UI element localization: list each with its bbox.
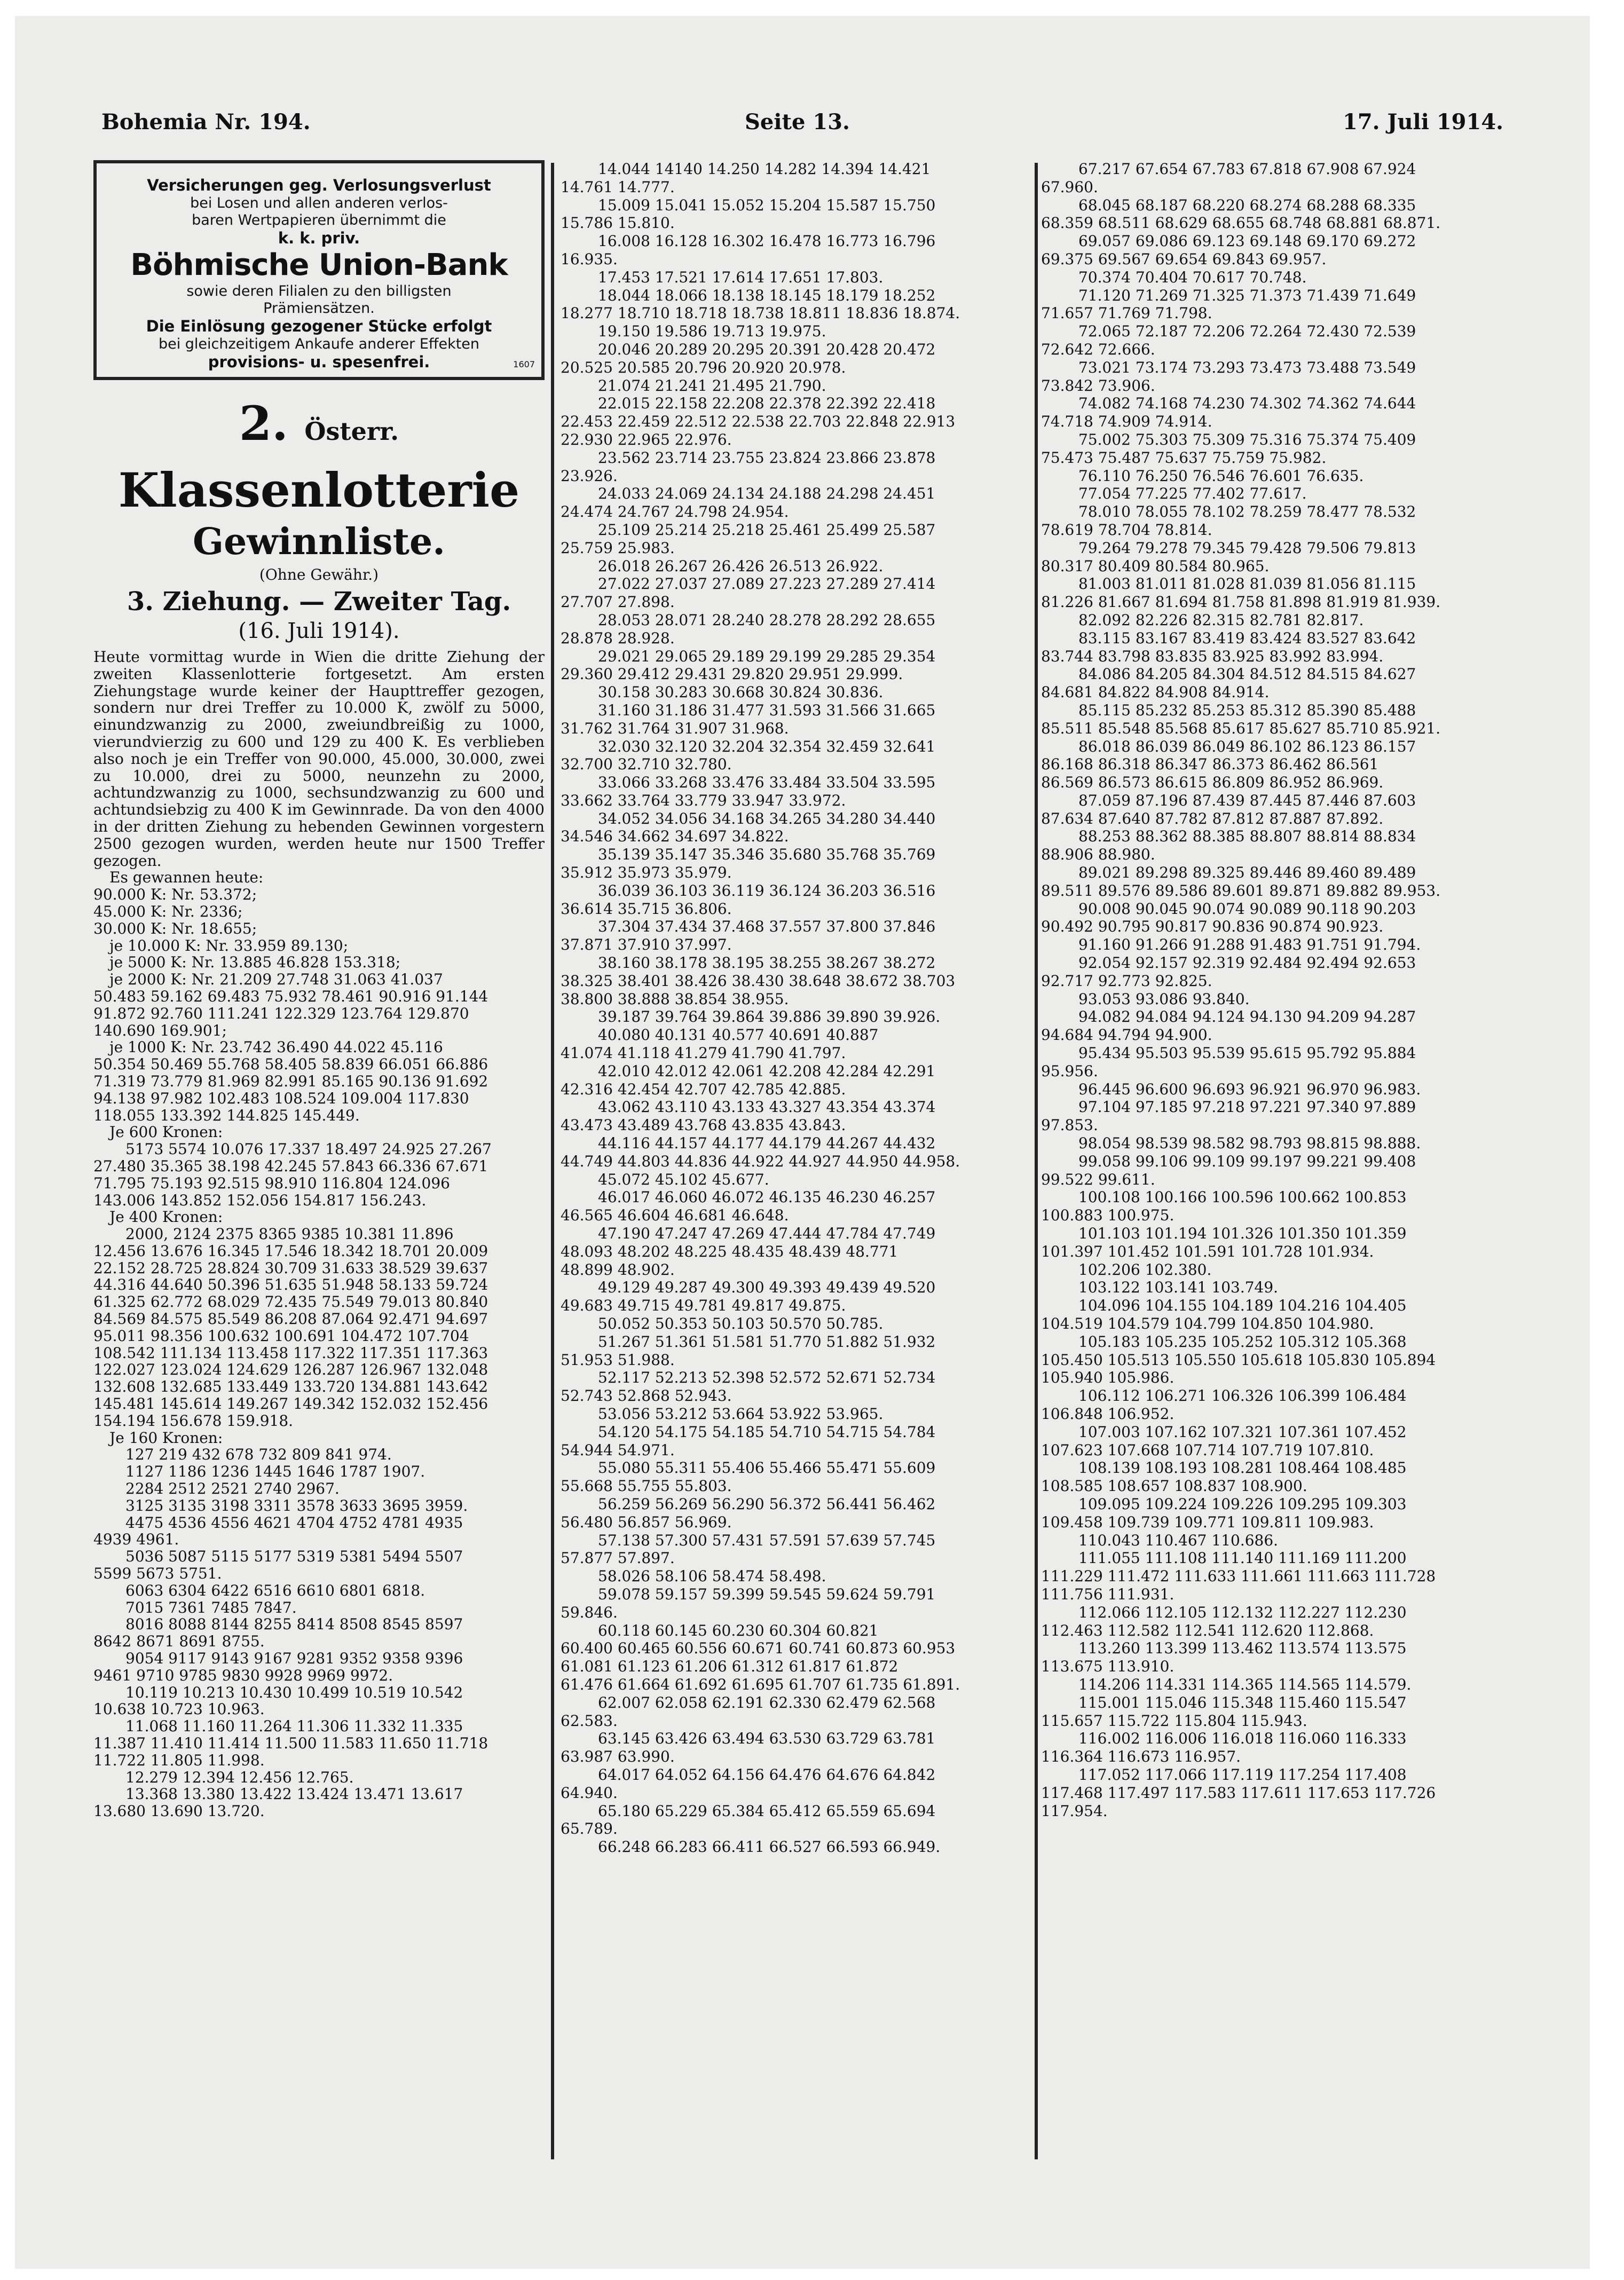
winners-heading: Es gewannen heute: — [109, 869, 264, 887]
number-line: 103.122 103.141 103.749. — [1078, 1279, 1279, 1297]
number-line: 113.260 113.399 113.462 113.574 113.575 — [1078, 1639, 1407, 1658]
prize-line: je 2000 K: Nr. 21.209 27.748 31.063 41.037 — [109, 971, 443, 989]
number-line: 94.684 94.794 94.900. — [1041, 1026, 1212, 1044]
number-line: 86.018 86.039 86.049 86.102 86.123 86.157 — [1078, 737, 1416, 755]
number-line: 105.940 105.986. — [1041, 1369, 1174, 1387]
number-line: 57.138 57.300 57.431 57.591 57.639 57.745 — [598, 1531, 936, 1549]
number-line: 98.054 98.539 98.582 98.793 98.815 98.888. — [1078, 1134, 1421, 1153]
prize-line: 30.000 K: Nr. 18.655; — [93, 919, 257, 937]
number-line: 56.480 56.857 56.969. — [561, 1513, 732, 1531]
number-line: 32.030 32.120 32.204 32.354 32.459 32.641 — [598, 737, 936, 755]
number-line: 63.987 63.990. — [561, 1748, 675, 1766]
number-line: 18.044 18.066 18.138 18.145 18.179 18.252 — [598, 286, 936, 304]
number-line: 36.614 35.715 36.806. — [561, 900, 732, 918]
number-line: 22.453 22.459 22.512 22.538 22.703 22.848 22.913 — [561, 413, 956, 431]
prize-line: 2000, 2124 2375 8365 9385 10.381 11.896 — [125, 1225, 454, 1243]
prize-heading: Je 160 Kronen: — [109, 1429, 223, 1447]
number-line: 53.056 53.212 53.664 53.922 53.965. — [598, 1405, 884, 1423]
number-line: 105.450 105.513 105.550 105.618 105.830 105.894 — [1041, 1351, 1436, 1369]
number-line: 111.055 111.108 111.140 111.169 111.200 — [1078, 1549, 1407, 1567]
number-line: 39.187 39.764 39.864 39.886 39.890 39.926. — [598, 1008, 941, 1026]
number-line: 21.074 21.241 21.495 21.790. — [598, 376, 826, 395]
number-line: 26.018 26.267 26.426 26.513 26.922. — [598, 557, 884, 575]
number-line: 33.662 33.764 33.779 33.947 33.972. — [561, 791, 846, 809]
prize-line: 118.055 133.392 144.825 145.449. — [93, 1106, 360, 1124]
number-line: 52.743 52.868 52.943. — [561, 1387, 732, 1405]
number-line: 110.043 110.467 110.686. — [1078, 1531, 1279, 1549]
number-line: 96.445 96.600 96.693 96.921 96.970 96.983. — [1078, 1080, 1421, 1098]
number-line: 40.080 40.131 40.577 40.691 40.887 — [598, 1026, 879, 1044]
number-line: 73.842 73.906. — [1041, 376, 1155, 395]
number-line: 101.397 101.452 101.591 101.728 101.934. — [1041, 1242, 1374, 1260]
number-line: 35.912 35.973 35.979. — [561, 864, 732, 882]
number-line: 117.954. — [1041, 1802, 1108, 1820]
prize-line: 50.354 50.469 55.768 58.405 58.839 66.051 66.886 — [93, 1055, 488, 1074]
prize-line: 91.872 92.760 111.241 122.329 123.764 129.870 — [93, 1004, 469, 1022]
number-line: 85.511 85.548 85.568 85.617 85.627 85.710 85.921. — [1041, 719, 1441, 737]
number-line: 56.259 56.269 56.290 56.372 56.441 56.462 — [598, 1495, 936, 1513]
number-line: 15.009 15.041 15.052 15.204 15.587 15.750 — [598, 196, 936, 214]
number-line: 51.953 51.988. — [561, 1351, 675, 1369]
prize-line: 4939 4961. — [93, 1530, 179, 1549]
prize-heading: Je 600 Kronen: — [109, 1123, 223, 1141]
number-line: 18.277 18.710 18.718 18.738 18.811 18.836 18.874. — [561, 304, 960, 322]
number-line: 107.623 107.668 107.714 107.719 107.810. — [1041, 1441, 1374, 1459]
number-line: 113.675 113.910. — [1041, 1658, 1174, 1676]
number-line: 93.053 93.086 93.840. — [1078, 990, 1250, 1008]
number-line: 84.681 84.822 84.908 84.914. — [1041, 683, 1270, 701]
prize-line: 5173 5574 10.076 17.337 18.497 24.925 27.267 — [125, 1140, 492, 1158]
number-line: 60.400 60.465 60.556 60.671 60.741 60.873 60.953 — [561, 1639, 956, 1658]
number-line: 78.619 78.704 78.814. — [1041, 520, 1212, 539]
header-publication: Bohemia Nr. 194. — [101, 109, 311, 135]
number-line: 64.940. — [561, 1784, 618, 1802]
number-line: 117.052 117.066 117.119 117.254 117.408 — [1078, 1765, 1407, 1784]
number-line: 48.093 48.202 48.225 48.435 48.439 48.771 — [561, 1242, 898, 1260]
drawing-heading: 3. Ziehung. — Zweiter Tag. — [127, 587, 511, 617]
number-line: 14.044 14140 14.250 14.282 14.394 14.421 — [598, 160, 931, 178]
number-line: 116.364 116.673 116.957. — [1041, 1748, 1241, 1766]
number-line: 100.883 100.975. — [1041, 1206, 1174, 1225]
prize-line: 8642 8671 8691 8755. — [93, 1632, 265, 1651]
number-line: 58.026 58.106 58.474 58.498. — [598, 1567, 826, 1585]
number-line: 29.360 29.412 29.431 29.820 29.951 29.999. — [561, 665, 903, 683]
prize-line: 71.795 75.193 92.515 98.910 116.804 124.096 — [93, 1174, 450, 1192]
prize-line: 1127 1186 1236 1445 1646 1787 1907. — [125, 1463, 425, 1481]
number-line: 34.052 34.056 34.168 34.265 34.280 34.440 — [598, 809, 936, 827]
number-line: 47.190 47.247 47.269 47.444 47.784 47.749 — [598, 1225, 936, 1243]
number-line: 104.519 104.579 104.799 104.850 104.980. — [1041, 1315, 1374, 1332]
prize-line: 27.480 35.365 38.198 42.245 57.843 66.336 67.671 — [93, 1157, 488, 1175]
number-line: 35.139 35.147 35.346 35.680 35.768 35.769 — [598, 846, 936, 864]
prize-line: 95.011 98.356 100.632 100.691 104.472 107.704 — [93, 1327, 469, 1345]
ad-number: 1607 — [513, 359, 535, 369]
number-line: 115.657 115.722 115.804 115.943. — [1041, 1711, 1307, 1730]
number-line: 20.525 20.585 20.796 20.920 20.978. — [561, 358, 846, 376]
column-2 — [561, 160, 1030, 2173]
number-line: 25.759 25.983. — [561, 539, 675, 557]
ad-line: Versicherungen geg. Verlosungsverlust — [147, 176, 491, 194]
prize-line: 5036 5087 5115 5177 5319 5381 5494 5507 — [125, 1548, 463, 1566]
number-line: 74.082 74.168 74.230 74.302 74.362 74.644 — [1078, 395, 1416, 413]
prize-line: 44.316 44.640 50.396 51.635 51.948 58.133 59.724 — [93, 1276, 488, 1294]
header-date: 17. Juli 1914. — [1343, 109, 1504, 135]
number-line: 90.008 90.045 90.074 90.089 90.118 90.203 — [1078, 900, 1416, 918]
number-line: 112.066 112.105 112.132 112.227 112.230 — [1078, 1603, 1407, 1621]
number-line: 48.899 48.902. — [561, 1260, 675, 1279]
number-line: 46.565 46.604 46.681 46.648. — [561, 1206, 789, 1225]
number-line: 38.325 38.401 38.426 38.430 38.648 38.672 38.703 — [561, 972, 956, 990]
number-line: 49.683 49.715 49.781 49.817 49.875. — [561, 1297, 846, 1315]
bank-name: Böhmische Union-Bank — [130, 248, 508, 282]
article-subtitle: Gewinnliste. — [193, 520, 445, 563]
number-line: 45.072 45.102 45.677. — [598, 1170, 769, 1188]
number-line: 51.267 51.361 51.581 51.770 51.882 51.932 — [598, 1332, 936, 1351]
number-line: 61.081 61.123 61.206 61.312 61.817 61.872 — [561, 1658, 898, 1676]
ad-line: Prämiensätzen. — [263, 300, 375, 317]
number-line: 62.583. — [561, 1711, 618, 1730]
prize-line: 11.387 11.410 11.414 11.500 11.583 11.650 11.718 — [93, 1734, 488, 1752]
number-line: 62.007 62.058 62.191 62.330 62.479 62.568 — [598, 1693, 936, 1711]
number-line: 64.017 64.052 64.156 64.476 64.676 64.842 — [598, 1765, 936, 1784]
number-line: 97.853. — [1041, 1116, 1098, 1134]
prize-heading: Je 400 Kronen: — [109, 1208, 223, 1226]
prize-line: 145.481 145.614 149.267 149.342 152.032 152.456 — [93, 1395, 488, 1413]
ad-line: provisions- u. spesenfrei. — [208, 353, 430, 371]
number-line: 38.160 38.178 38.195 38.255 38.267 38.272 — [598, 954, 936, 972]
number-line: 20.046 20.289 20.295 20.391 20.428 20.472 — [598, 340, 936, 358]
prize-line: 13.680 13.690 13.720. — [93, 1802, 265, 1820]
number-line: 71.120 71.269 71.325 71.373 71.439 71.649 — [1078, 286, 1416, 304]
number-line: 17.453 17.521 17.614 17.651 17.803. — [598, 268, 884, 286]
prize-line: je 1000 K: Nr. 23.742 36.490 44.022 45.116 — [109, 1038, 443, 1056]
number-line: 54.120 54.175 54.185 54.710 54.715 54.784 — [598, 1423, 936, 1441]
ad-line: sowie deren Filialen zu den billigsten — [186, 283, 452, 299]
prize-line: je 10.000 K: Nr. 33.959 89.130; — [109, 936, 349, 954]
number-line: 92.054 92.157 92.319 92.484 92.494 92.653 — [1078, 954, 1416, 972]
prize-line: 61.325 62.772 68.029 72.435 75.549 79.013 80.840 — [93, 1293, 488, 1311]
article-intro: Heute vormittag wurde in Wien die dritte Ziehung der zweiten Klassenlotterie fortgesetzt. Am ersten Ziehungstage wurde keiner der Haupttreffer gezogen, sondern nur drei Treffer zu 10.000 K, zwölf zu 5000, einundzwanzig zu 2000, zweiundbreißig zu 1000, vierundvierzig zu 600 und 129 zu 400 K. Es verblieben also noch je ein Treffer von 90.000, 45.000, 30.000, zwei zu 10.000, drei zu 5000, neunzehn zu 2000, achtundzwanzig zu 1000, sechsundzwanzig zu 600 und achtundsiebzig zu 400 K im Gewinnrade. Da von den 4000 in der dritten Ziehung zu hebenden Gewinnen vorgestern 2500 gezogen wurden, werden heute nur 1500 Treffer gezogen. — [93, 648, 545, 870]
ad-line: bei Losen und allen anderen verlos- — [190, 195, 448, 211]
number-line: 114.206 114.331 114.365 114.565 114.579. — [1078, 1675, 1412, 1693]
number-line: 69.057 69.086 69.123 69.148 69.170 69.272 — [1078, 232, 1416, 250]
number-line: 83.744 83.798 83.835 83.925 83.992 83.994. — [1041, 647, 1384, 665]
number-line: 101.103 101.194 101.326 101.350 101.359 — [1078, 1225, 1407, 1243]
number-line: 117.468 117.497 117.583 117.611 117.653 117.726 — [1041, 1784, 1436, 1802]
number-line: 97.104 97.185 97.218 97.221 97.340 97.889 — [1078, 1098, 1416, 1116]
number-line: 23.562 23.714 23.755 23.824 23.866 23.878 — [598, 448, 936, 467]
number-line: 28.878 28.928. — [561, 629, 675, 647]
disclaimer: (Ohne Gewähr.) — [259, 566, 379, 583]
number-line: 111.229 111.472 111.633 111.661 111.663 111.728 — [1041, 1567, 1436, 1585]
prize-line: 154.194 156.678 159.918. — [93, 1411, 294, 1430]
number-line: 73.021 73.174 73.293 73.473 73.488 73.549 — [1078, 358, 1416, 376]
number-line: 65.180 65.229 65.384 65.412 65.559 65.694 — [598, 1802, 936, 1820]
number-line: 88.253 88.362 88.385 88.807 88.814 88.834 — [1078, 827, 1416, 846]
number-line: 43.473 43.489 43.768 43.835 43.843. — [561, 1116, 846, 1134]
number-line: 37.304 37.434 37.468 37.557 37.800 37.846 — [598, 918, 936, 936]
prize-line: 84.569 84.575 85.549 86.208 87.064 92.471 94.697 — [93, 1310, 488, 1328]
number-line: 108.585 108.657 108.837 108.900. — [1041, 1477, 1307, 1495]
number-line: 72.065 72.187 72.206 72.264 72.430 72.539 — [1078, 322, 1416, 341]
prize-line: 8016 8088 8144 8255 8414 8508 8545 8597 — [125, 1615, 463, 1634]
prize-line: 12.279 12.394 12.456 12.765. — [125, 1768, 354, 1786]
number-line: 41.074 41.118 41.279 41.790 41.797. — [561, 1044, 846, 1062]
number-line: 28.053 28.071 28.240 28.278 28.292 28.655 — [598, 611, 936, 629]
number-line: 109.458 109.739 109.771 109.811 109.983. — [1041, 1513, 1374, 1531]
number-line: 59.078 59.157 59.399 59.545 59.624 59.791 — [598, 1585, 936, 1603]
number-line: 46.017 46.060 46.072 46.135 46.230 46.257 — [598, 1188, 936, 1206]
number-line: 24.474 24.767 24.798 24.954. — [561, 503, 789, 521]
prize-line: 13.368 13.380 13.422 13.424 13.471 13.617 — [125, 1785, 463, 1803]
number-line: 42.316 42.454 42.707 42.785 42.885. — [561, 1080, 846, 1098]
number-line: 54.944 54.971. — [561, 1441, 675, 1459]
number-line: 87.634 87.640 87.782 87.812 87.887 87.892. — [1041, 809, 1384, 827]
number-line: 79.264 79.278 79.345 79.428 79.506 79.813 — [1078, 539, 1416, 557]
number-line: 66.248 66.283 66.411 66.527 66.593 66.949. — [598, 1838, 941, 1856]
prize-line: 127 219 432 678 732 809 841 974. — [125, 1446, 392, 1464]
number-line: 60.118 60.145 60.230 60.304 60.821 — [598, 1621, 879, 1639]
number-line: 81.226 81.667 81.694 81.758 81.898 81.919 81.939. — [1041, 593, 1441, 611]
number-line: 77.054 77.225 77.402 77.617. — [1078, 485, 1307, 503]
prize-line: je 5000 K: Nr. 13.885 46.828 153.318; — [109, 953, 401, 972]
number-line: 90.492 90.795 90.817 90.836 90.874 90.923. — [1041, 918, 1384, 936]
number-line: 67.960. — [1041, 178, 1098, 196]
prize-line: 71.319 73.779 81.969 82.991 85.165 90.136 91.692 — [93, 1072, 488, 1090]
number-line: 37.871 37.910 37.997. — [561, 936, 732, 954]
prize-160-list — [93, 1446, 545, 1820]
column-rule-2 — [1035, 163, 1038, 2159]
number-line: 49.129 49.287 49.300 49.393 49.439 49.520 — [598, 1279, 936, 1297]
number-line: 107.003 107.162 107.321 107.361 107.452 — [1078, 1423, 1407, 1441]
number-line: 100.108 100.166 100.596 100.662 100.853 — [1078, 1188, 1407, 1206]
winners-list — [93, 869, 545, 1820]
prize-line: 132.608 132.685 133.449 133.720 134.881 143.642 — [93, 1378, 488, 1396]
number-line: 111.756 111.931. — [1041, 1585, 1174, 1603]
number-line: 102.206 102.380. — [1078, 1260, 1212, 1279]
number-line: 89.021 89.298 89.325 89.446 89.460 89.489 — [1078, 864, 1416, 882]
prize-line: 122.027 123.024 124.629 126.287 126.967 132.048 — [93, 1361, 488, 1379]
number-line: 69.375 69.567 69.654 69.843 69.957. — [1041, 250, 1327, 268]
title-small: Österr. — [304, 417, 399, 446]
number-line: 59.846. — [561, 1603, 618, 1621]
number-line: 50.052 50.353 50.103 50.570 50.785. — [598, 1315, 884, 1332]
ad-line: baren Wertpapieren übernimmt die — [192, 212, 446, 228]
number-line: 23.926. — [561, 467, 618, 485]
number-line: 76.110 76.250 76.546 76.601 76.635. — [1078, 467, 1364, 485]
number-line: 115.001 115.046 115.348 115.460 115.547 — [1078, 1693, 1407, 1711]
prize-line: 90.000 K: Nr. 53.372; — [93, 886, 257, 904]
drawing-date: (16. Juli 1914). — [238, 619, 400, 643]
number-line: 92.717 92.773 92.825. — [1041, 972, 1212, 990]
number-line: 42.010 42.012 42.061 42.208 42.284 42.291 — [598, 1062, 936, 1080]
number-line: 22.015 22.158 22.208 22.378 22.392 22.418 — [598, 395, 936, 413]
number-line: 68.359 68.511 68.629 68.655 68.748 68.881 68.871. — [1041, 214, 1441, 232]
number-line: 106.112 106.271 106.326 106.399 106.484 — [1078, 1387, 1407, 1405]
number-line: 86.168 86.318 86.347 86.373 86.462 86.561 — [1041, 755, 1379, 774]
number-line: 72.642 72.666. — [1041, 340, 1155, 358]
prize-line: 11.068 11.160 11.264 11.306 11.332 11.335 — [125, 1717, 463, 1735]
number-line: 80.317 80.409 80.584 80.965. — [1041, 557, 1270, 575]
header-page-number: Seite 13. — [745, 109, 850, 135]
number-line: 30.158 30.283 30.668 30.824 30.836. — [598, 683, 884, 701]
number-line: 33.066 33.268 33.476 33.484 33.504 33.595 — [598, 774, 936, 792]
number-line: 89.511 89.576 89.586 89.601 89.871 89.882 89.953. — [1041, 881, 1441, 900]
number-line: 55.668 55.755 55.803. — [561, 1477, 732, 1495]
number-line: 84.086 84.205 84.304 84.512 84.515 84.627 — [1078, 665, 1416, 683]
prize-line: 50.483 59.162 69.483 75.932 78.461 90.916 91.144 — [93, 987, 488, 1005]
prize-line: 94.138 97.982 102.483 108.524 109.004 117.830 — [93, 1089, 469, 1107]
number-line: 95.434 95.503 95.539 95.615 95.792 95.884 — [1078, 1044, 1416, 1062]
number-line: 78.010 78.055 78.102 78.259 78.477 78.532 — [1078, 503, 1416, 521]
number-line: 70.374 70.404 70.617 70.748. — [1078, 268, 1307, 286]
number-line: 75.002 75.303 75.309 75.316 75.374 75.409 — [1078, 430, 1416, 448]
prize-line: 6063 6304 6422 6516 6610 6801 6818. — [125, 1581, 425, 1599]
number-line: 67.217 67.654 67.783 67.818 67.908 67.924 — [1078, 160, 1416, 178]
number-line: 99.058 99.106 99.109 99.197 99.221 99.408 — [1078, 1152, 1416, 1170]
prize-line: 9054 9117 9143 9167 9281 9352 9358 9396 — [125, 1650, 463, 1668]
number-line: 31.762 31.764 31.907 31.968. — [561, 719, 789, 737]
number-line: 63.145 63.426 63.494 63.530 63.729 63.781 — [598, 1730, 936, 1748]
number-line: 95.956. — [1041, 1062, 1098, 1080]
number-line: 116.002 116.006 116.018 116.060 116.333 — [1078, 1730, 1407, 1748]
number-line: 112.463 112.582 112.541 112.620 112.868. — [1041, 1621, 1374, 1639]
prize-line: 7015 7361 7485 7847. — [125, 1598, 297, 1616]
prize-line: 143.006 143.852 152.056 154.817 156.243. — [93, 1191, 427, 1209]
number-line: 68.045 68.187 68.220 68.274 68.288 68.335 — [1078, 196, 1416, 214]
number-line: 85.115 85.232 85.253 85.312 85.390 85.488 — [1078, 701, 1416, 719]
number-line: 99.522 99.611. — [1041, 1170, 1155, 1188]
number-line: 91.160 91.266 91.288 91.483 91.751 91.794. — [1078, 936, 1421, 954]
number-line: 88.906 88.980. — [1041, 846, 1155, 864]
number-line: 34.546 34.662 34.697 34.822. — [561, 827, 789, 846]
number-line: 27.022 27.037 27.089 27.223 27.289 27.414 — [598, 575, 936, 593]
number-line: 86.569 86.573 86.615 86.809 86.952 86.969. — [1041, 774, 1384, 792]
article-title — [93, 394, 545, 519]
number-line: 36.039 36.103 36.119 36.124 36.203 36.516 — [598, 881, 936, 900]
number-line: 108.139 108.193 108.281 108.464 108.485 — [1078, 1459, 1407, 1477]
number-line: 65.789. — [561, 1820, 618, 1838]
prize-line: 140.690 169.901; — [93, 1021, 227, 1039]
number-line: 44.749 44.803 44.836 44.922 44.927 44.950 44.958. — [561, 1152, 960, 1170]
ad-line: Die Einlösung gezogener Stücke erfolgt — [146, 317, 492, 335]
prize-line: 2284 2512 2521 2740 2967. — [125, 1480, 340, 1498]
prize-line: 108.542 111.134 113.458 117.322 117.351 117.363 — [93, 1344, 488, 1362]
number-line: 19.150 19.586 19.713 19.975. — [598, 322, 826, 341]
number-line: 82.092 82.226 82.315 82.781 82.817. — [1078, 611, 1364, 629]
prize-line: 22.152 28.725 28.824 30.709 31.633 38.529 39.637 — [93, 1259, 488, 1277]
prize-line: 9461 9710 9785 9830 9928 9969 9972. — [93, 1666, 393, 1684]
number-line: 75.473 75.487 75.637 75.759 75.982. — [1041, 448, 1327, 467]
prize-line: 11.722 11.805 11.998. — [93, 1751, 265, 1769]
prize-line: 5599 5673 5751. — [93, 1565, 222, 1583]
number-line: 38.800 38.888 38.854 38.955. — [561, 990, 789, 1008]
number-line: 109.095 109.224 109.226 109.295 109.303 — [1078, 1495, 1407, 1513]
number-line: 52.117 52.213 52.398 52.572 52.671 52.734 — [598, 1369, 936, 1387]
number-line: 87.059 87.196 87.439 87.445 87.446 87.603 — [1078, 791, 1416, 809]
number-line: 22.930 22.965 22.976. — [561, 430, 732, 448]
number-line: 15.786 15.810. — [561, 214, 675, 232]
prize-line: 4475 4536 4556 4621 4704 4752 4781 4935 — [125, 1513, 463, 1532]
number-line: 94.082 94.084 94.124 94.130 94.209 94.287 — [1078, 1008, 1416, 1026]
column-rule-1 — [551, 163, 554, 2159]
number-line: 27.707 27.898. — [561, 593, 675, 611]
bank-advertisement — [93, 160, 545, 380]
number-line: 43.062 43.110 43.133 43.327 43.354 43.374 — [598, 1098, 936, 1116]
number-line: 83.115 83.167 83.419 83.424 83.527 83.642 — [1078, 629, 1416, 647]
number-line: 61.476 61.664 61.692 61.695 61.707 61.735 61.891. — [561, 1675, 960, 1693]
number-line: 106.848 106.952. — [1041, 1405, 1174, 1423]
column-1 — [93, 160, 545, 2114]
number-line: 57.877 57.897. — [561, 1549, 675, 1567]
number-line: 32.700 32.710 32.780. — [561, 755, 732, 774]
number-line: 71.657 71.769 71.798. — [1041, 304, 1212, 322]
number-line: 24.033 24.069 24.134 24.188 24.298 24.451 — [598, 485, 936, 503]
prize-line: 45.000 K: Nr. 2336; — [93, 902, 243, 920]
number-line: 29.021 29.065 29.189 29.199 29.285 29.354 — [598, 647, 936, 665]
number-line: 55.080 55.311 55.406 55.466 55.471 55.609 — [598, 1459, 936, 1477]
title-prefix: 2. — [239, 396, 288, 451]
prize-line: 10.638 10.723 10.963. — [93, 1700, 265, 1718]
ad-line: bei gleichzeitigem Ankaufe anderer Effekten — [158, 336, 480, 352]
number-line: 25.109 25.214 25.218 25.461 25.499 25.587 — [598, 520, 936, 539]
number-line: 14.761 14.777. — [561, 178, 675, 196]
number-line: 16.008 16.128 16.302 16.478 16.773 16.796 — [598, 232, 936, 250]
number-line: 81.003 81.011 81.028 81.039 81.056 81.115 — [1078, 575, 1416, 593]
number-line: 105.183 105.235 105.252 105.312 105.368 — [1078, 1332, 1407, 1351]
number-line: 74.718 74.909 74.914. — [1041, 413, 1212, 431]
title-main: Klassenlotterie — [118, 462, 520, 518]
prize-line: 12.456 13.676 16.345 17.546 18.342 18.701 20.009 — [93, 1242, 488, 1260]
number-line: 31.160 31.186 31.477 31.593 31.566 31.665 — [598, 701, 936, 719]
number-line: 104.096 104.155 104.189 104.216 104.405 — [1078, 1297, 1407, 1315]
ad-line: k. k. priv. — [278, 229, 360, 247]
prize-line: 3125 3135 3198 3311 3578 3633 3695 3959. — [125, 1496, 468, 1514]
number-line: 16.935. — [561, 250, 618, 268]
column-3 — [1041, 160, 1516, 2173]
prize-line: 10.119 10.213 10.430 10.499 10.519 10.542 — [125, 1683, 463, 1701]
number-line: 44.116 44.157 44.177 44.179 44.267 44.432 — [598, 1134, 936, 1153]
